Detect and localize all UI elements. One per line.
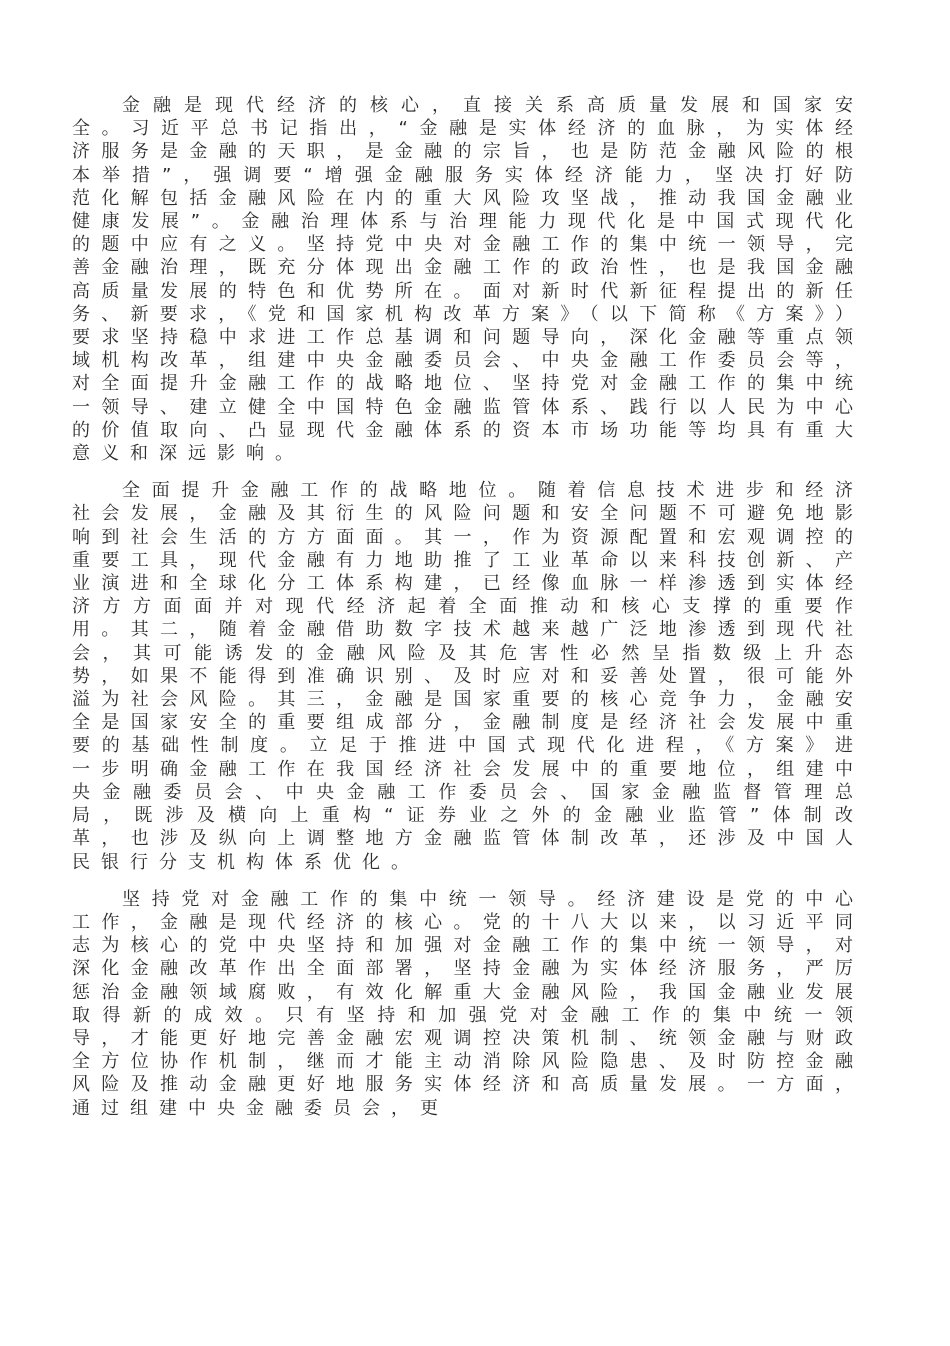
paragraph-strategic-position: 全面提升金融工作的战略地位。随着信息技术进步和经济社会发展，金融及其衍生的风险问题和安全问题不可避免地影响到社会生活的方方面面。其一，作为资源配置和宏观调控的重要工具，现代金融有力地助推了工业革命以来科技创新、产业演进和全球化分工体系构建，已经像血脉一样渗透到实体经济方方面面并对现代经济起着全面推动和核心支撑的重要作用。其二，随着金融借助数字技术越来越广泛地渗透到现代社会，其可能诱发的金融风险及其危害性必然呈指数级上升态势，如果不能得到准确识别、及时应对和妥善处置，很可能外溢为社会风险。其三，金融是国家重要的核心竞争力，金融安全是国家安全的重要组成部分，金融制度是经济社会发展中重要的基础性制度。立足于推进中国式现代化进程，《方案》进一步明确金融工作在我国经济社会发展中的重要地位，组建中央金融委员会、中央金融工作委员会、国家金融监督管理总局，既涉及横向上重构“证券业之外的金融业监管”体制改革，也涉及纵向上调整地方金融监管体制改革，还涉及中国人民银行分支机构体系优化。 <box>72 480 864 873</box>
paragraph-party-leadership: 坚持党对金融工作的集中统一领导。经济建设是党的中心工作，金融是现代经济的核心。党的十八大以来，以习近平同志为核心的党中央坚持和加强对金融工作的集中统一领导，对深化金融改革作出全面部署，坚持金融为实体经济服务，严厉惩治金融领域腐败，有效化解重大金融风险，我国金融业发展取得新的成效。只有坚持和加强党对金融工作的集中统一领导，才能更好地完善金融宏观调控决策机制、统领金融与财政全方位协作机制，继而才能主动消除风险隐患、及时防控金融风险及推动金融更好地服务实体经济和高质量发展。一方面，通过组建中央金融委员会，更 <box>72 888 864 1119</box>
paragraph-intro: 金融是现代经济的核心，直接关系高质量发展和国家安全。习近平总书记指出，“金融是实体经济的血脉，为实体经济服务是金融的天职，是金融的宗旨，也是防范金融风险的根本举措”，强调要“增强金融服务实体经济能力，坚决打好防范化解包括金融风险在内的重大风险攻坚战，推动我国金融业健康发展”。金融治理体系与治理能力现代化是中国式现代化的题中应有之义。坚持党中央对金融工作的集中统一领导，完善金融治理，既充分体现出金融工作的政治性，也是我国金融高质量发展的特色和优势所在。面对新时代新征程提出的新任务、新要求，《党和国家机构改革方案》（以下简称《方案》）要求坚持稳中求进工作总基调和问题导向，深化金融等重点领域机构改革，组建中央金融委员会、中央金融工作委员会等，对全面提升金融工作的战略地位、坚持党对金融工作的集中统一领导、建立健全中国特色金融监管体系、践行以人民为中心的价值取向、凸显现代金融体系的资本市场功能等均具有重大意义和深远影响。 <box>72 95 864 465</box>
document-page <box>72 94 864 1134</box>
